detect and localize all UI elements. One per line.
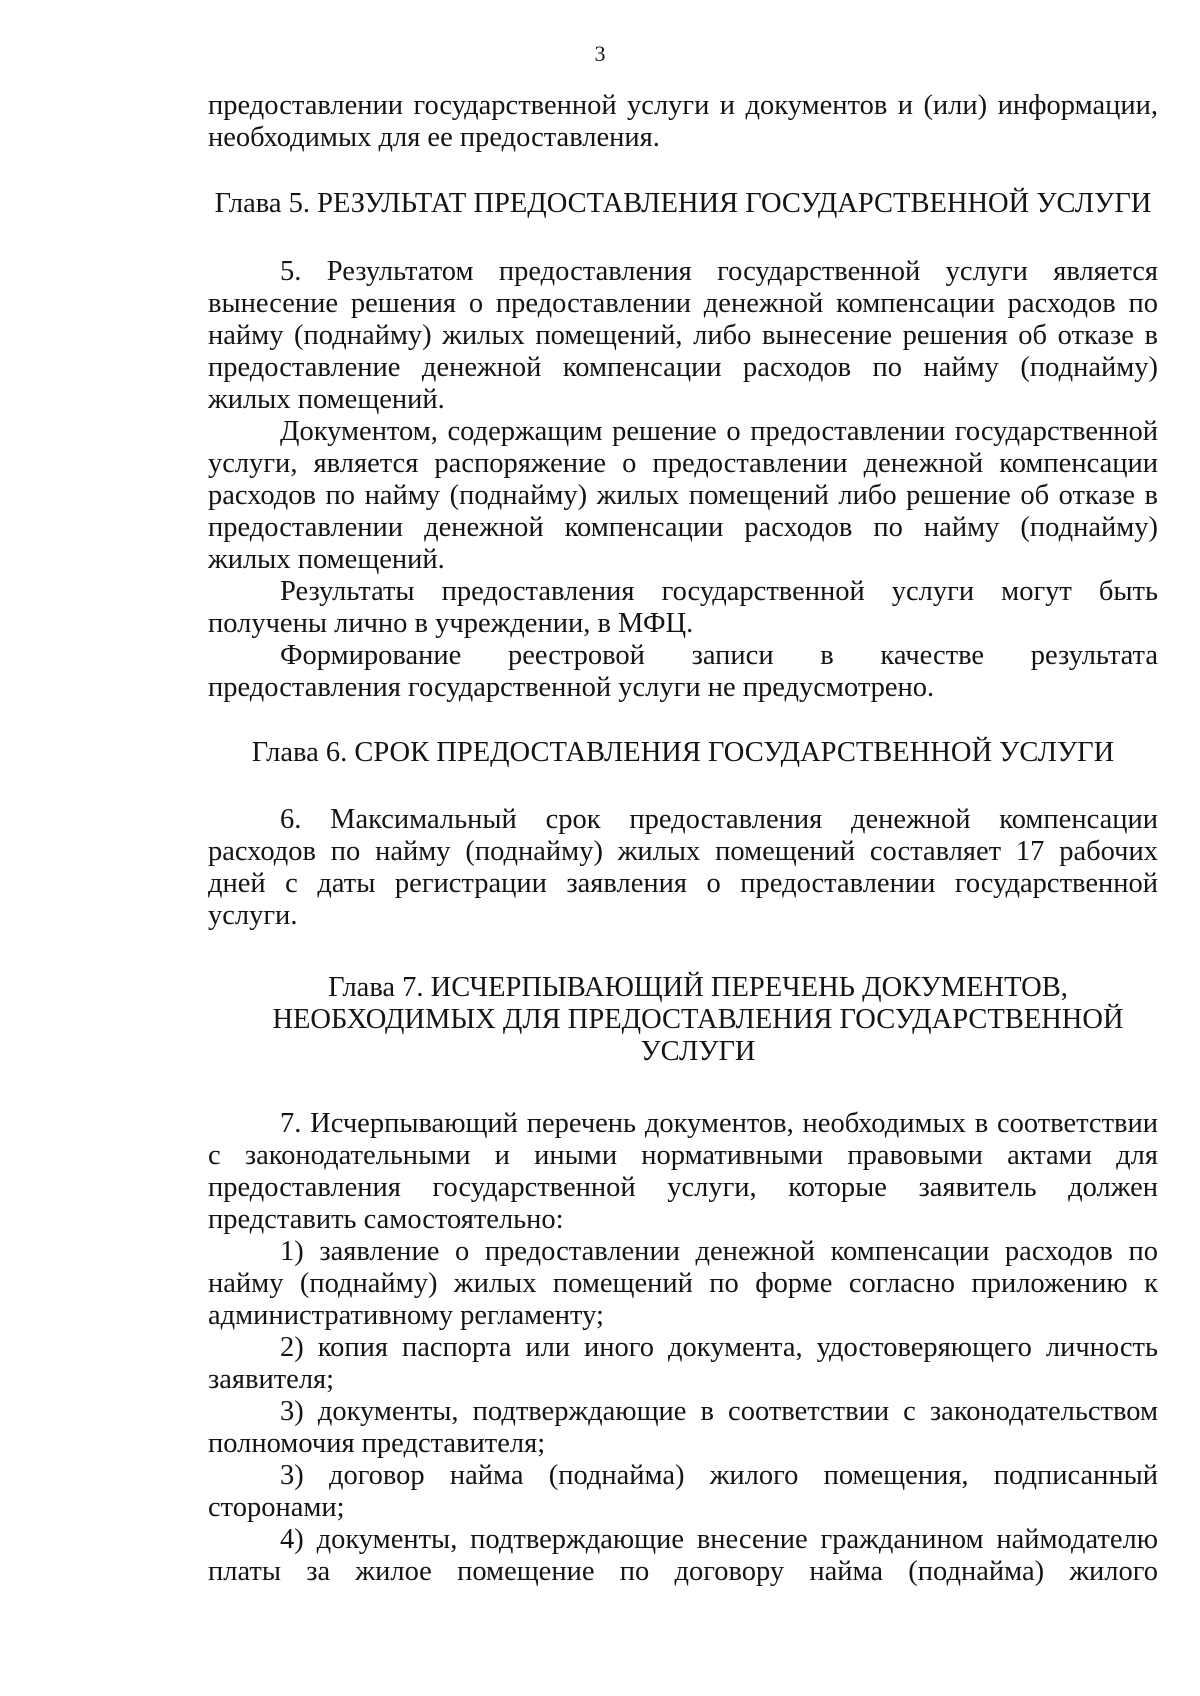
chapter-5-paragraph-1: 5. Результатом предоставления государственной услуги является вынесение решения о предоставлении денежной компенсации расходов по найму (поднайму) жилых помещений, либо вынесение решения об отказе в предоставление денежной компенсации расходов по найму (поднайму) жилых помещений. [208, 256, 1158, 415]
chapter-5-paragraph-4: Формирование реестровой записи в качестве результата предоставления государственной услуги не предусмотрено. [208, 640, 1158, 703]
chapter-5-paragraph-3: Результаты предоставления государственной услуги могут быть получены лично в учреждении, в МФЦ. [208, 576, 1158, 639]
chapter-7-paragraph-1: 7. Исчерпывающий перечень документов, необходимых в соответствии с законодательными и иными нормативными правовыми актами для предоставления государственной услуги, которые заявитель должен представить самостоятельно: [208, 1108, 1158, 1235]
chapter-6-paragraph-1: 6. Максимальный срок предоставления денежной компенсации расходов по найму (поднайму) жилых помещений составляет 17 рабочих дней с даты регистрации заявления о предоставлении государственной услуги. [208, 804, 1158, 931]
chapter-5-heading: Глава 5. РЕЗУЛЬТАТ ПРЕДОСТАВЛЕНИЯ ГОСУДАРСТВЕННОЙ УСЛУГИ [214, 188, 1152, 219]
document-body [208, 90, 1158, 1588]
chapter-6-heading: Глава 6. СРОК ПРЕДОСТАВЛЕНИЯ ГОСУДАРСТВЕННОЙ УСЛУГИ [251, 737, 1115, 768]
list-item: 1) заявление о предоставлении денежной компенсации расходов по найму (поднайму) жилых помещений по форме согласно приложению к административному регламенту; [208, 1236, 1158, 1331]
list-item: 3) документы, подтверждающие в соответствии с законодательством полномочия представителя; [208, 1396, 1158, 1459]
list-item: 2) копия паспорта или иного документа, удостоверяющего личность заявителя; [208, 1332, 1158, 1395]
chapter-5-paragraph-2: Документом, содержащим решение о предоставлении государственной услуги, является распоряжение о предоставлении денежной компенсации расходов по найму (поднайму) жилых помещений либо решение об отказе в предоставлении денежной компенсации расходов по найму (поднайму) жилых помещений. [208, 416, 1158, 575]
list-item: 4) документы, подтверждающие внесение гражданином наймодателю платы за жилое помещение по договору найма (поднайма) жилого [208, 1524, 1158, 1587]
chapter-7-heading: Глава 7. ИСЧЕРПЫВАЮЩИЙ ПЕРЕЧЕНЬ ДОКУМЕНТОВ, НЕОБХОДИМЫХ ДЛЯ ПРЕДОСТАВЛЕНИЯ ГОСУДАРСТВЕННОЙ УСЛУГИ [272, 972, 1124, 1067]
list-item: 3) договор найма (поднайма) жилого помещения, подписанный сторонами; [208, 1460, 1158, 1523]
page-number: 3 [594, 41, 606, 66]
intro-paragraph: предоставлении государственной услуги и документов и (или) информации, необходимых для ее предоставления. [208, 90, 1158, 153]
